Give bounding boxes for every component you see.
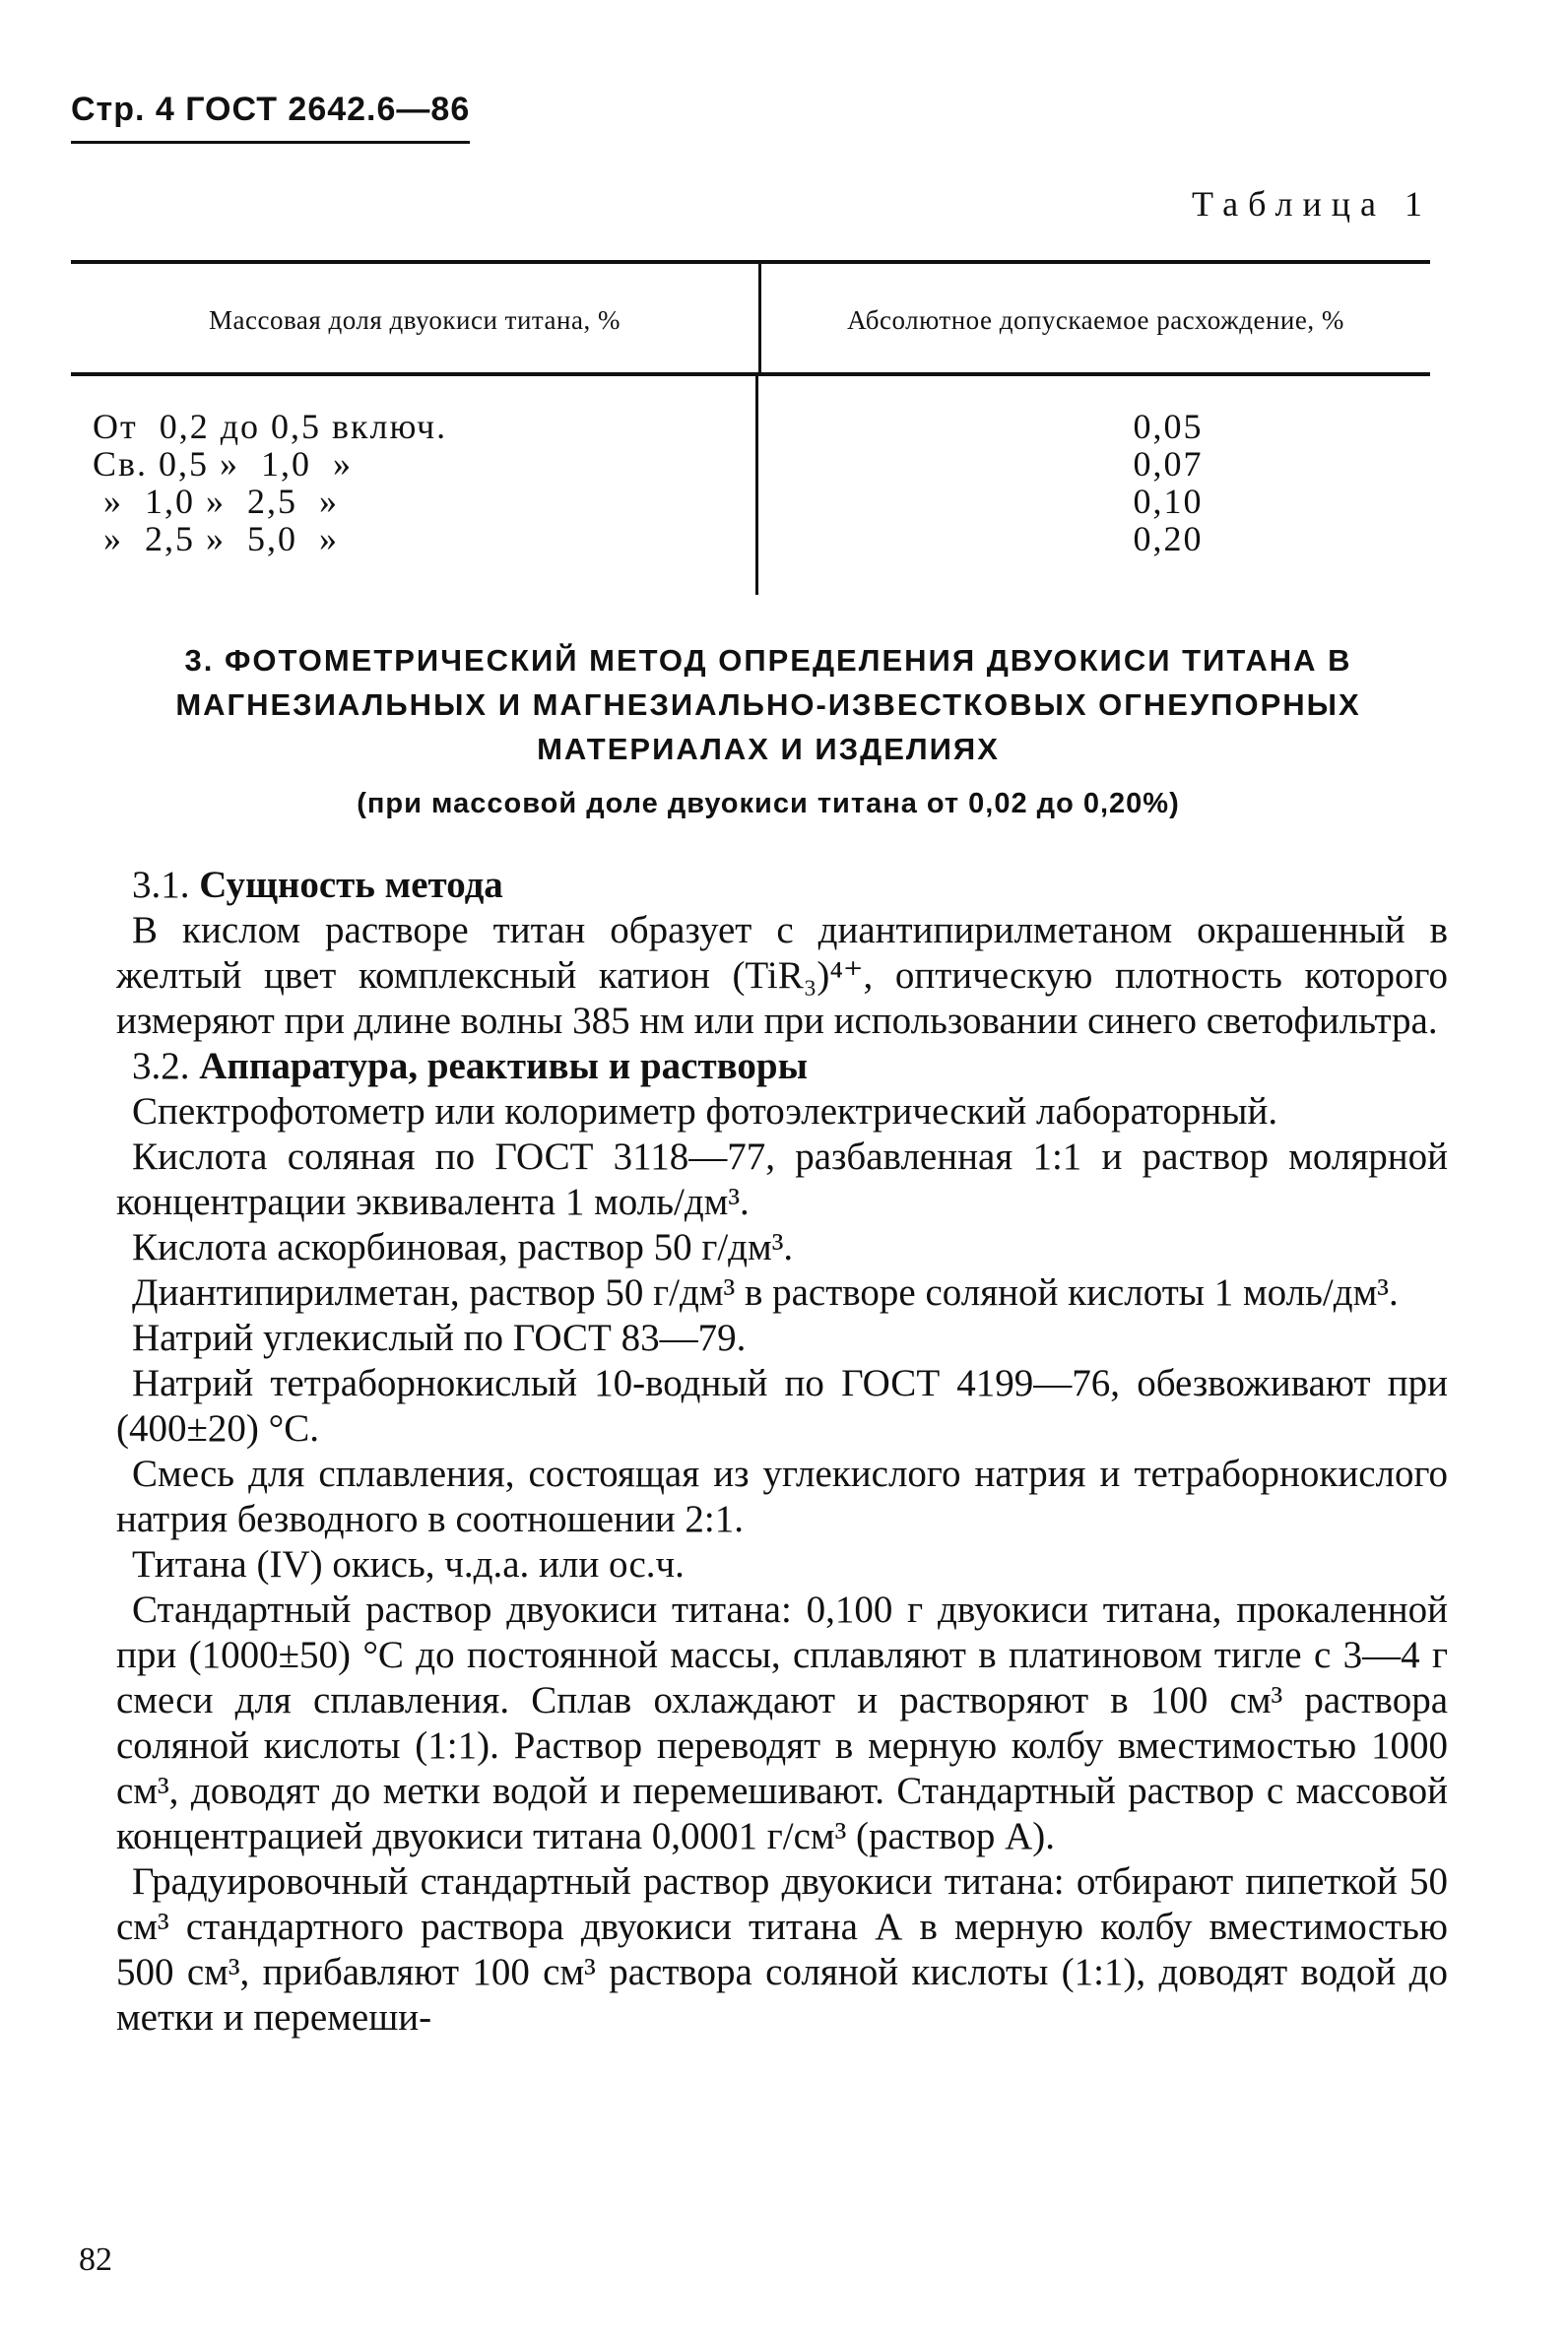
column-header-tolerance: Абсолютное допускаемое расхождение, % xyxy=(847,304,1344,335)
subsection-number: 3.2. xyxy=(132,1045,190,1087)
table-cell-range: Св. 0,5 » 1,0 » xyxy=(93,444,354,484)
paragraph: Титана (IV) окись, ч.д.а. или ос.ч. xyxy=(132,1543,685,1586)
section-title-line: МАГНЕЗИАЛЬНЫХ И МАГНЕЗИАЛЬНО-ИЗВЕСТКОВЫХ ОГНЕУПОРНЫХ xyxy=(175,687,1361,722)
table-header-row xyxy=(71,264,1430,376)
paragraph: В кислом растворе титан образует с диантипирилметаном окрашенный в желтый цвет комплексный катион (TiR₃)⁴⁺, оптическую плотность которого измеряют при длине волны 385 нм или при использовании синего светофильтра. xyxy=(116,909,1448,1042)
subsection-heading xyxy=(116,1044,1448,1089)
paragraph: Смесь для сплавления, состоящая из углекислого натрия и тетраборнокислого натрия безводного в соотношении 2:1. xyxy=(116,1453,1448,1540)
paragraph: Диантипирилметан, раствор 50 г/дм³ в растворе соляной кислоты 1 моль/дм³. xyxy=(132,1271,1399,1314)
paragraph: Стандартный раствор двуокиси титана: 0,100 г двуокиси титана, прокаленной при (1000±50) °С до постоянной массы, сплавляют в платиновом тигле с 3—4 г смеси для сплавления. Сплав охлаждают и растворяют в 100 см³ раствора соляной кислоты (1:1). Раствор переводят в мерную колбу вместимостью 1000 см³, доводят до метки водой и перемешивают. Стандартный раствор с массовой концентрацией двуокиси титана 0,0001 г/см³ (раствор А). xyxy=(116,1589,1448,1857)
table-body xyxy=(71,376,1430,595)
page-header: Стр. 4 ГОСТ 2642.6—86 xyxy=(71,91,470,144)
paragraph: Натрий тетраборнокислый 10-водный по ГОСТ 4199—76, обезвоживают при (400±20) °С. xyxy=(116,1362,1448,1450)
table-column-values xyxy=(758,376,1430,595)
section-title-line: 3. ФОТОМЕТРИЧЕСКИЙ МЕТОД ОПРЕДЕЛЕНИЯ ДВУОКИСИ ТИТАНА В xyxy=(184,643,1352,678)
table-cell-range: » 1,0 » 2,5 » xyxy=(93,482,339,521)
table-cell-range: От 0,2 до 0,5 включ. xyxy=(93,407,448,446)
subsection-title: Сущность метода xyxy=(199,864,503,906)
table-caption: Таблица 1 xyxy=(1192,184,1432,224)
table-cell-value: 0,07 xyxy=(1133,444,1204,484)
paragraph: Кислота аскорбиновая, раствор 50 г/дм³. xyxy=(132,1226,794,1268)
table-cell-value: 0,05 xyxy=(1133,407,1204,446)
paragraph: Градуировочный стандартный раствор двуокиси титана: отбирают пипеткой 50 см³ стандартного раствора двуокиси титана А в мерную колбу вместимостью 500 см³, прибавляют 100 см³ раствора соляной кислоты (1:1), доводят водой до метки и перемеши- xyxy=(116,1860,1448,2039)
subsection-title: Аппаратура, реактивы и растворы xyxy=(199,1045,809,1087)
subsection-number: 3.1. xyxy=(132,864,190,906)
section-subtitle: (при массовой доле двуокиси титана от 0,02 до 0,20%) xyxy=(357,788,1180,819)
page-number: 82 xyxy=(79,2241,112,2278)
table-cell-value: 0,10 xyxy=(1133,482,1204,521)
table-cell-value: 0,20 xyxy=(1133,519,1204,558)
body-text xyxy=(116,863,1448,2041)
data-table xyxy=(71,260,1430,595)
section-title xyxy=(98,638,1438,771)
paragraph: Натрий углекислый по ГОСТ 83—79. xyxy=(132,1317,747,1359)
paragraph: Кислота соляная по ГОСТ 3118—77, разбавленная 1:1 и раствор молярной концентрации эквивалента 1 моль/дм³. xyxy=(116,1136,1448,1223)
subsection-heading xyxy=(116,863,1448,908)
table-cell-range: » 2,5 » 5,0 » xyxy=(93,519,339,558)
table-column-ranges xyxy=(71,376,758,595)
section-title-line: МАТЕРИАЛАХ И ИЗДЕЛИЯХ xyxy=(537,732,1000,766)
column-header-mass-fraction: Массовая доля двуокиси титана, % xyxy=(71,264,761,372)
paragraph: Спектрофотометр или колориметр фотоэлектрический лабораторный. xyxy=(132,1090,1278,1133)
